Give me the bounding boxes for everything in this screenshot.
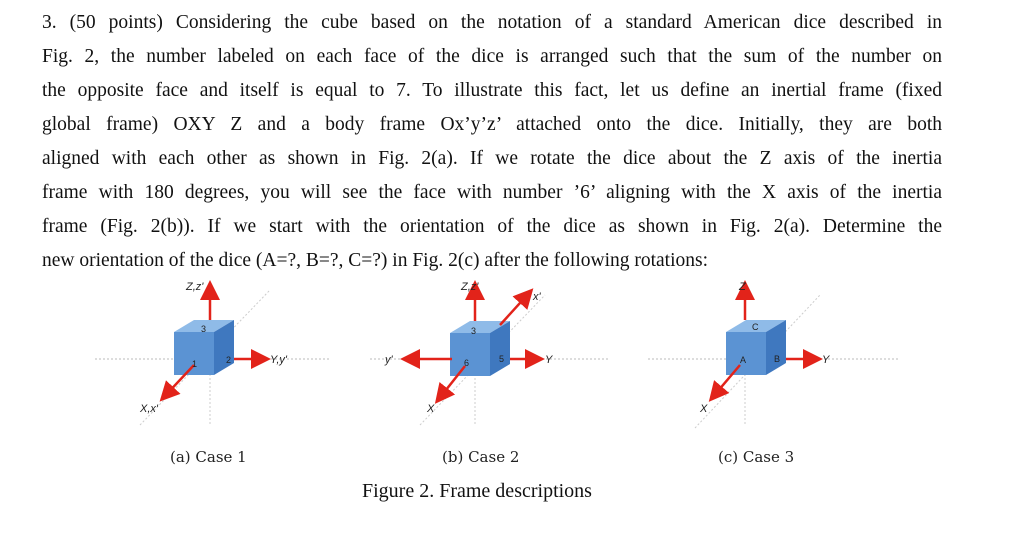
case2-label-yprime: y' <box>385 354 393 366</box>
figure-2-svg <box>0 270 1024 450</box>
problem-line-3: the opposite face and itself is equal to 7. To illustrate this fact, let us define an inertial frame (fixed <box>42 80 942 101</box>
problem-line-1: 3. (50 points) Considering the cube based on the notation of a standard American dice described in <box>42 12 942 33</box>
case2-diagram <box>370 281 610 425</box>
problem-line-7: frame (Fig. 2(b)). If we start with the orientation of the dice as shown in Fig. 2(a). Determine the <box>42 216 942 237</box>
case2-face-front: 6 <box>464 358 470 368</box>
case3-label-x: X <box>700 403 708 415</box>
case1-face-right: 2 <box>226 355 232 365</box>
case1-diagram <box>95 281 330 425</box>
case3-diagram <box>648 281 900 428</box>
case2-face-top: 3 <box>471 326 477 336</box>
case2-label-y: Y <box>545 354 553 366</box>
case2-face-right: 5 <box>499 354 505 364</box>
figure-caption: Figure 2. Frame descriptions <box>362 480 592 502</box>
case2-caption: (b) Case 2 <box>442 448 520 466</box>
case2-label-x: X <box>427 403 435 415</box>
problem-line-2: Fig. 2, the number labeled on each face of the dice is arranged such that the sum of the number on <box>42 46 942 67</box>
case1-caption: (a) Case 1 <box>170 448 247 466</box>
case1-label-z: Z,z' <box>186 281 204 293</box>
case3-face-top: C <box>752 322 759 332</box>
case3-caption: (c) Case 3 <box>718 448 795 466</box>
problem-line-4: global frame) OXY Z and a body frame Ox’y’z’ attached onto the dice. Initially, they are both <box>42 114 942 135</box>
case1-label-y: Y,y' <box>270 354 287 366</box>
case3-face-right: B <box>774 354 781 364</box>
case2-label-z: Z,z' <box>461 281 479 293</box>
case3-label-z: Z <box>739 281 746 293</box>
problem-line-5: aligned with each other as shown in Fig. 2(a). If we rotate the dice about the Z axis of the inertia <box>42 148 942 169</box>
case3-label-y: Y <box>822 354 830 366</box>
problem-line-6: frame with 180 degrees, you will see the face with number ’6’ aligning with the X axis of the inertia <box>42 182 942 203</box>
problem-line-8: new orientation of the dice (A=?, B=?, C=?) in Fig. 2(c) after the following rotations: <box>42 250 709 271</box>
case1-label-x: X,x' <box>140 403 158 415</box>
case2-label-xprime: x' <box>533 291 541 303</box>
figure-row <box>0 270 1024 450</box>
problem-text <box>42 6 942 278</box>
case1-face-front: 1 <box>192 359 198 369</box>
case3-face-front: A <box>740 355 747 365</box>
case1-face-top: 3 <box>201 324 207 334</box>
